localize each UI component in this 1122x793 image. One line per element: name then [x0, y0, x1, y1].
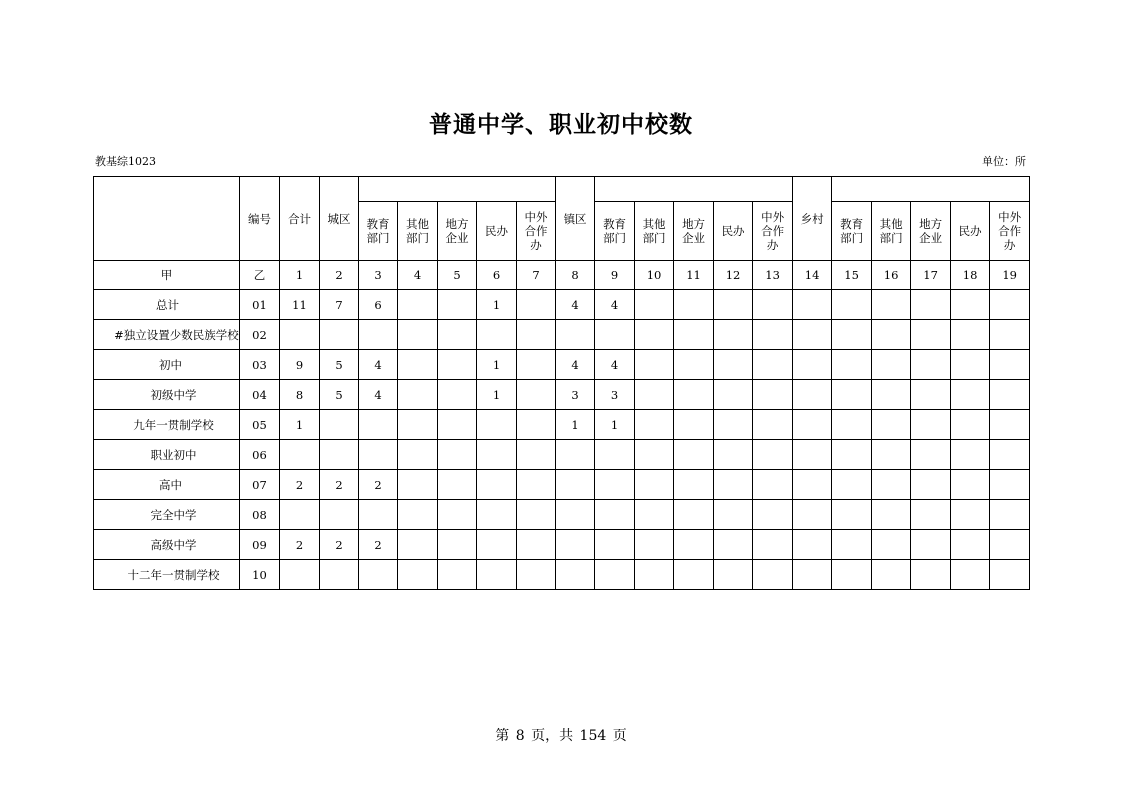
header-town-group	[595, 177, 793, 202]
table-row	[94, 440, 1030, 470]
value-cell	[359, 320, 398, 350]
value-cell	[951, 440, 990, 470]
value-cell	[320, 320, 359, 350]
value-cell	[990, 380, 1030, 410]
index-cell: 18	[951, 261, 990, 290]
row-code: 04	[240, 380, 280, 410]
value-cell: 5	[320, 350, 359, 380]
index-row	[94, 261, 1030, 290]
row-label	[94, 350, 240, 380]
value-cell	[398, 290, 438, 320]
subheader-sino-foreign: 中外合作办	[753, 202, 793, 261]
value-cell	[477, 440, 517, 470]
table-row	[94, 290, 1030, 320]
value-cell	[872, 410, 911, 440]
value-cell	[635, 320, 674, 350]
row-code: 01	[240, 290, 280, 320]
row-label	[94, 530, 240, 560]
index-cell: 16	[872, 261, 911, 290]
table-row	[94, 560, 1030, 590]
value-cell	[635, 410, 674, 440]
row-label-text: 初级中学	[150, 387, 197, 402]
value-cell	[398, 440, 438, 470]
value-cell	[753, 290, 793, 320]
value-cell	[517, 470, 556, 500]
value-cell	[990, 350, 1030, 380]
value-cell	[477, 410, 517, 440]
value-cell	[951, 290, 990, 320]
value-cell	[872, 470, 911, 500]
index-cell: 7	[517, 261, 556, 290]
subheader-private: 民办	[714, 202, 753, 261]
value-cell	[753, 320, 793, 350]
index-cell: 5	[438, 261, 477, 290]
value-cell	[872, 560, 911, 590]
value-cell	[951, 320, 990, 350]
value-cell	[714, 530, 753, 560]
row-label	[94, 440, 240, 470]
value-cell: 4	[556, 290, 595, 320]
row-code: 07	[240, 470, 280, 500]
value-cell: 4	[556, 350, 595, 380]
value-cell	[477, 560, 517, 590]
value-cell: 1	[477, 290, 517, 320]
value-cell	[280, 440, 320, 470]
header-blank	[94, 177, 240, 261]
header-urban-group	[359, 177, 556, 202]
value-cell	[753, 350, 793, 380]
subheader-sino-foreign: 中外合作办	[517, 202, 556, 261]
value-cell: 9	[280, 350, 320, 380]
value-cell	[753, 470, 793, 500]
value-cell	[911, 380, 951, 410]
value-cell	[438, 380, 477, 410]
value-cell	[635, 290, 674, 320]
value-cell	[990, 290, 1030, 320]
value-cell	[398, 500, 438, 530]
table-row	[94, 350, 1030, 380]
value-cell	[793, 410, 832, 440]
value-cell	[635, 380, 674, 410]
value-cell	[990, 530, 1030, 560]
value-cell: 2	[359, 470, 398, 500]
value-cell: 4	[595, 350, 635, 380]
value-cell	[911, 530, 951, 560]
value-cell	[872, 320, 911, 350]
value-cell	[832, 290, 872, 320]
value-cell	[398, 320, 438, 350]
value-cell	[911, 470, 951, 500]
index-cell: 乙	[240, 261, 280, 290]
value-cell	[438, 290, 477, 320]
value-cell	[951, 410, 990, 440]
value-cell: 1	[477, 350, 517, 380]
value-cell	[674, 290, 714, 320]
value-cell	[753, 440, 793, 470]
table-row	[94, 380, 1030, 410]
value-cell	[438, 320, 477, 350]
row-code: 10	[240, 560, 280, 590]
value-cell	[753, 380, 793, 410]
header-rural: 乡村	[793, 177, 832, 261]
value-cell	[990, 500, 1030, 530]
value-cell	[872, 350, 911, 380]
index-cell: 1	[280, 261, 320, 290]
value-cell	[635, 440, 674, 470]
value-cell	[990, 410, 1030, 440]
value-cell	[398, 410, 438, 440]
row-label	[94, 290, 240, 320]
value-cell: 2	[280, 530, 320, 560]
value-cell	[832, 500, 872, 530]
value-cell: 1	[556, 410, 595, 440]
value-cell	[832, 440, 872, 470]
value-cell: 1	[280, 410, 320, 440]
row-code: 09	[240, 530, 280, 560]
row-label-text: 九年一贯制学校	[133, 417, 214, 432]
value-cell	[517, 350, 556, 380]
value-cell	[398, 350, 438, 380]
value-cell: 2	[359, 530, 398, 560]
table-row	[94, 500, 1030, 530]
value-cell	[438, 500, 477, 530]
value-cell	[398, 380, 438, 410]
value-cell	[753, 410, 793, 440]
value-cell: 2	[320, 530, 359, 560]
value-cell	[280, 500, 320, 530]
value-cell	[517, 410, 556, 440]
row-label	[94, 560, 240, 590]
value-cell	[477, 320, 517, 350]
value-cell	[832, 530, 872, 560]
index-cell: 17	[911, 261, 951, 290]
value-cell	[793, 440, 832, 470]
row-label	[94, 410, 240, 440]
header-code: 编号	[240, 177, 280, 261]
index-cell: 15	[832, 261, 872, 290]
value-cell	[951, 470, 990, 500]
value-cell: 1	[595, 410, 635, 440]
value-cell	[556, 560, 595, 590]
value-cell	[714, 470, 753, 500]
value-cell	[477, 470, 517, 500]
row-label-text: 高中	[159, 477, 182, 492]
subheader-edu: 教育部门	[832, 202, 872, 261]
subheader-sino-foreign: 中外合作办	[990, 202, 1030, 261]
unit-label: 单位：所	[982, 155, 1026, 168]
value-cell	[911, 350, 951, 380]
value-cell	[674, 470, 714, 500]
value-cell	[872, 380, 911, 410]
row-code: 08	[240, 500, 280, 530]
value-cell	[320, 560, 359, 590]
value-cell	[990, 440, 1030, 470]
value-cell	[911, 410, 951, 440]
value-cell	[517, 560, 556, 590]
value-cell	[951, 560, 990, 590]
row-label	[94, 320, 240, 350]
value-cell	[911, 440, 951, 470]
value-cell	[793, 470, 832, 500]
row-label	[94, 470, 240, 500]
value-cell	[990, 470, 1030, 500]
value-cell	[674, 410, 714, 440]
value-cell	[793, 380, 832, 410]
value-cell	[635, 560, 674, 590]
value-cell	[872, 500, 911, 530]
value-cell	[398, 530, 438, 560]
row-code: 05	[240, 410, 280, 440]
value-cell: 7	[320, 290, 359, 320]
school-count-table	[93, 176, 1030, 590]
value-cell	[595, 530, 635, 560]
value-cell	[674, 350, 714, 380]
value-cell	[398, 560, 438, 590]
value-cell	[635, 350, 674, 380]
value-cell	[832, 410, 872, 440]
value-cell: 4	[595, 290, 635, 320]
index-cell: 10	[635, 261, 674, 290]
value-cell	[635, 530, 674, 560]
value-cell	[832, 350, 872, 380]
value-cell	[359, 500, 398, 530]
value-cell	[793, 560, 832, 590]
row-label	[94, 380, 240, 410]
index-cell: 4	[398, 261, 438, 290]
value-cell	[477, 500, 517, 530]
value-cell	[714, 290, 753, 320]
value-cell	[280, 560, 320, 590]
value-cell	[714, 440, 753, 470]
value-cell: 2	[280, 470, 320, 500]
value-cell	[714, 380, 753, 410]
value-cell	[793, 500, 832, 530]
value-cell	[398, 470, 438, 500]
value-cell	[595, 440, 635, 470]
value-cell	[793, 320, 832, 350]
value-cell: 3	[595, 380, 635, 410]
value-cell	[320, 500, 359, 530]
value-cell: 11	[280, 290, 320, 320]
value-cell	[595, 320, 635, 350]
value-cell	[832, 320, 872, 350]
value-cell	[359, 560, 398, 590]
value-cell	[517, 530, 556, 560]
subheader-private: 民办	[951, 202, 990, 261]
subheader-other: 其他部门	[635, 202, 674, 261]
value-cell	[832, 470, 872, 500]
value-cell	[674, 530, 714, 560]
value-cell	[674, 440, 714, 470]
value-cell	[911, 500, 951, 530]
table-row	[94, 530, 1030, 560]
value-cell	[438, 440, 477, 470]
value-cell	[674, 320, 714, 350]
value-cell: 2	[320, 470, 359, 500]
value-cell	[438, 350, 477, 380]
value-cell	[872, 530, 911, 560]
index-cell: 12	[714, 261, 753, 290]
index-cell: 6	[477, 261, 517, 290]
value-cell	[674, 500, 714, 530]
index-cell: 13	[753, 261, 793, 290]
value-cell	[517, 290, 556, 320]
value-cell	[951, 380, 990, 410]
value-cell	[911, 560, 951, 590]
value-cell: 1	[477, 380, 517, 410]
value-cell	[517, 380, 556, 410]
value-cell	[911, 290, 951, 320]
index-cell: 19	[990, 261, 1030, 290]
value-cell	[872, 440, 911, 470]
index-cell: 甲	[94, 261, 240, 290]
index-cell: 9	[595, 261, 635, 290]
value-cell	[714, 410, 753, 440]
header-town: 镇区	[556, 177, 595, 261]
table-row	[94, 320, 1030, 350]
value-cell	[674, 380, 714, 410]
subheader-edu: 教育部门	[359, 202, 398, 261]
page-footer: 第 8 页，共 154 页	[495, 728, 627, 744]
value-cell	[714, 500, 753, 530]
table-row	[94, 410, 1030, 440]
value-cell	[674, 560, 714, 590]
value-cell	[280, 320, 320, 350]
value-cell	[556, 440, 595, 470]
value-cell	[556, 530, 595, 560]
value-cell	[595, 500, 635, 530]
value-cell	[556, 470, 595, 500]
page-title: 普通中学、职业初中校数	[429, 112, 693, 138]
index-cell: 3	[359, 261, 398, 290]
value-cell	[793, 530, 832, 560]
value-cell	[990, 320, 1030, 350]
subheader-private: 民办	[477, 202, 517, 261]
row-label-text: #独立设置少数民族学校	[114, 327, 239, 342]
value-cell	[595, 560, 635, 590]
row-label-text: 总计	[156, 297, 179, 312]
value-cell	[793, 290, 832, 320]
value-cell	[438, 410, 477, 440]
subheader-local: 地方企业	[674, 202, 714, 261]
value-cell	[753, 560, 793, 590]
value-cell	[517, 320, 556, 350]
value-cell	[951, 500, 990, 530]
value-cell	[438, 470, 477, 500]
value-cell	[517, 500, 556, 530]
value-cell	[714, 320, 753, 350]
subheader-edu: 教育部门	[595, 202, 635, 261]
value-cell	[714, 350, 753, 380]
row-label-text: 十二年一贯制学校	[127, 567, 220, 582]
value-cell	[872, 290, 911, 320]
subheader-other: 其他部门	[872, 202, 911, 261]
value-cell	[556, 500, 595, 530]
value-cell	[951, 350, 990, 380]
index-cell: 2	[320, 261, 359, 290]
subheader-local: 地方企业	[438, 202, 477, 261]
value-cell	[359, 410, 398, 440]
value-cell	[320, 410, 359, 440]
row-label-text: 完全中学	[150, 507, 197, 522]
value-cell: 3	[556, 380, 595, 410]
value-cell	[753, 530, 793, 560]
value-cell	[635, 500, 674, 530]
value-cell	[556, 320, 595, 350]
form-code: 教基综1023	[95, 155, 156, 168]
header-rural-group	[832, 177, 1030, 202]
header-urban: 城区	[320, 177, 359, 261]
value-cell	[517, 440, 556, 470]
value-cell	[753, 500, 793, 530]
value-cell	[951, 530, 990, 560]
row-code: 02	[240, 320, 280, 350]
value-cell	[438, 560, 477, 590]
index-cell: 11	[674, 261, 714, 290]
value-cell	[990, 560, 1030, 590]
row-label-text: 初中	[159, 357, 182, 372]
header-total: 合计	[280, 177, 320, 261]
value-cell	[438, 530, 477, 560]
value-cell: 4	[359, 380, 398, 410]
row-code: 06	[240, 440, 280, 470]
table-row	[94, 470, 1030, 500]
value-cell	[714, 560, 753, 590]
row-code: 03	[240, 350, 280, 380]
subheader-other: 其他部门	[398, 202, 438, 261]
value-cell	[595, 470, 635, 500]
row-label-text: 职业初中	[150, 447, 197, 462]
value-cell	[793, 350, 832, 380]
index-cell: 8	[556, 261, 595, 290]
value-cell	[911, 320, 951, 350]
row-label-text: 高级中学	[150, 537, 197, 552]
row-label	[94, 500, 240, 530]
value-cell	[359, 440, 398, 470]
value-cell	[477, 530, 517, 560]
value-cell: 8	[280, 380, 320, 410]
value-cell: 6	[359, 290, 398, 320]
value-cell	[320, 440, 359, 470]
subheader-local: 地方企业	[911, 202, 951, 261]
value-cell: 5	[320, 380, 359, 410]
value-cell	[635, 470, 674, 500]
index-cell: 14	[793, 261, 832, 290]
value-cell	[832, 560, 872, 590]
value-cell: 4	[359, 350, 398, 380]
value-cell	[832, 380, 872, 410]
